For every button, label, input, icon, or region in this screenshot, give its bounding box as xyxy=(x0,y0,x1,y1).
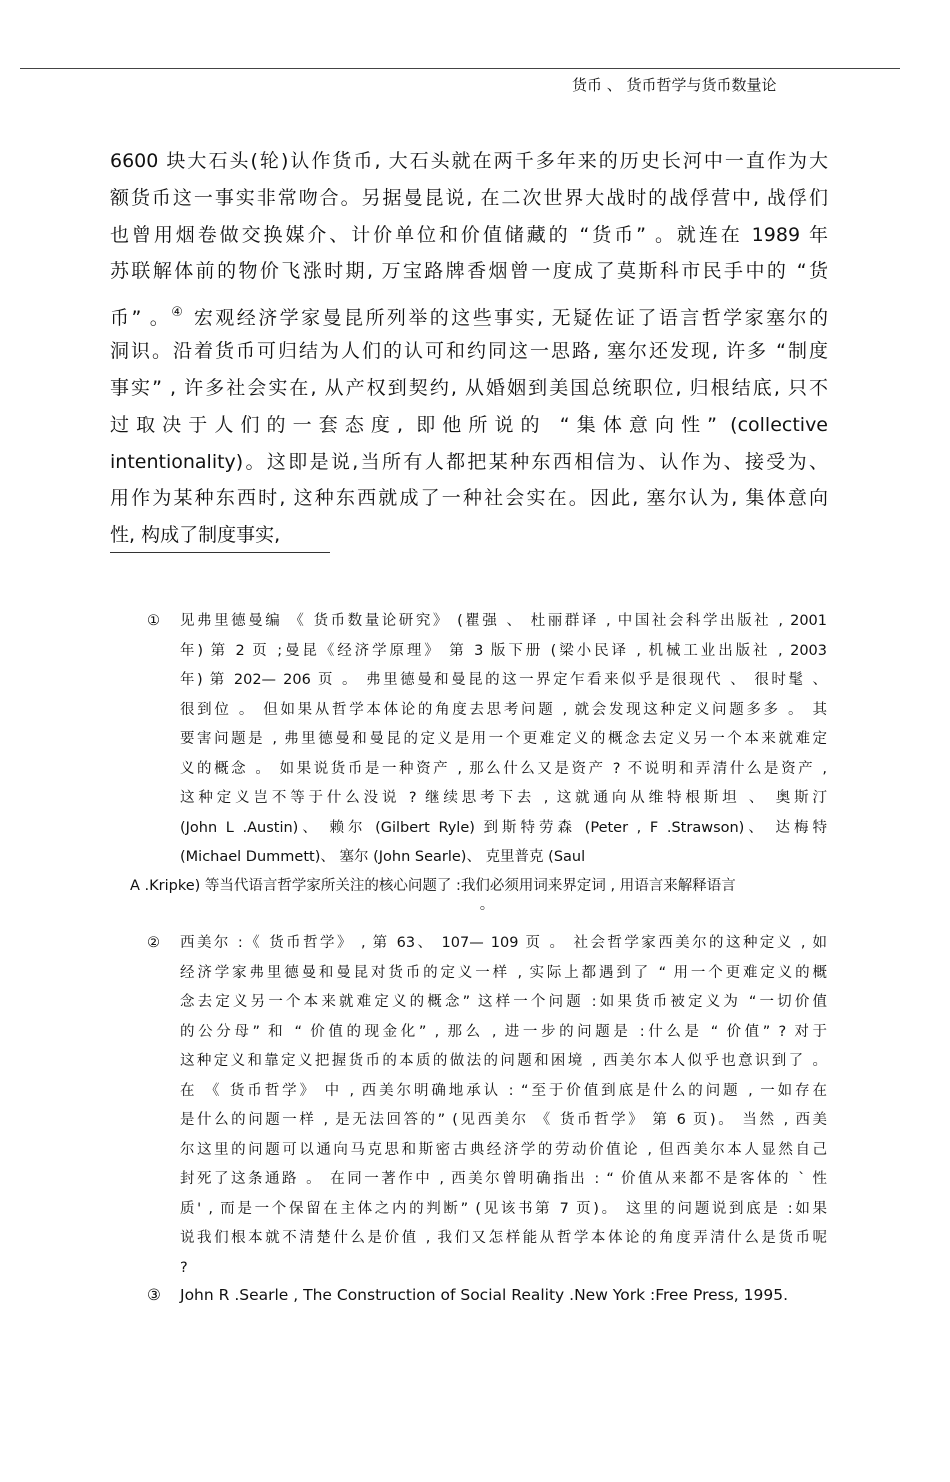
footnote-marker: ③ xyxy=(147,1286,161,1304)
footnote-line: 要害问题是 , 弗里德曼和曼昆的定义是用一个更难定义的概念去定义另一个本来就难定 xyxy=(180,731,827,747)
body-line-text: 宏观经济学家曼昆所列举的这些事实, 无疑佐证了语言哲学家塞尔的 xyxy=(193,307,828,330)
footnote-ref[interactable]: ④ xyxy=(171,305,186,321)
footnote-2 xyxy=(147,929,827,1283)
footnote-line: 经济学家弗里德曼和曼昆对货币的定义一样 , 实际上都遇到了 “ 用一个更难定义的概 xyxy=(180,964,827,981)
body-line: 苏联解体前的物价飞涨时期, 万宝路牌香烟曾一度成了莫斯科市民手中的 “货 xyxy=(110,260,828,283)
footnote-line: 。 xyxy=(479,896,495,913)
body-line: intentionality)。这即是说,当所有人都把某种东西相信为、认作为、接受为、 xyxy=(110,450,828,473)
footnote-line: (Michael Dummett)、 塞尔 (John Searle)、 克里普克 (Saul xyxy=(180,849,586,865)
footnote-line: 很到位 。 但如果从哲学本体论的角度去思考问题 , 就会发现这种定义问题多多 。 其 xyxy=(180,701,827,718)
footnote-line: 是什么的问题一样 , 是无法回答的” (见西美尔 《 货币哲学》 第 6 页)。 当然 , 西美 xyxy=(180,1112,827,1128)
footnote-line: 封死了这条通路 。 在同一著作中 , 西美尔曾明确指出 : “ 价值从来都不是客体的 ` 性 xyxy=(180,1171,827,1187)
footnote-line: 这种定义和靠定义把握货币的本质的做法的问题和困境 , 西美尔本人似乎也意识到了 。 xyxy=(180,1053,827,1069)
body-line: 6600 块大石头(轮)认作货币, 大石头就在两千多年来的历史长河中一直作为大 xyxy=(110,150,828,172)
body-line: 也曾用烟卷做交换媒介、计价单位和价值储藏的 “货币” 。就连在 1989 年 xyxy=(110,223,828,246)
footnote-line: 年) 第 2 页 ;曼昆《经济学原理》 第 3 版下册 (梁小民译 , 机械工业出版社 , 2003 xyxy=(180,642,827,659)
footnote-1 xyxy=(130,607,827,919)
body-text xyxy=(110,143,828,554)
footnote-line: A .Kripke) 等当代语言哲学家所关注的核心问题了 :我们必须用词来界定词 , 用语言来解释语言 xyxy=(130,877,736,894)
footnote-line: 尔这里的问题可以通向马克思和斯密古典经济学的劳动价值论 , 但西美尔本人显然自己 xyxy=(180,1141,827,1158)
body-line: 用作为某种东西时, 这种东西就成了一种社会实在。因此, 塞尔认为, 集体意向 xyxy=(110,487,828,510)
footnote-line: 见弗里德曼编 《 货币数量论研究》 (瞿强 、 杜丽群译 , 中国社会科学出版社 , 2001 xyxy=(180,613,827,629)
footnote-separator xyxy=(110,552,330,553)
footnote-line: 的公分母” 和 “ 价值的现金化” , 那么 , 进一步的问题是 :什么是 “ 价值” ? 对于 xyxy=(180,1023,827,1040)
footnote-line: 西美尔 :《 货币哲学》 , 第 63、 107— 109 页 。 社会哲学家西美尔的这种定义 , 如 xyxy=(180,935,827,951)
footnote-line: 这种定义岂不等于什么没说 ? 继续思考下去 , 这就通向从维特根斯坦 、 奥斯汀 xyxy=(180,790,827,806)
footnote-line: ? xyxy=(180,1259,188,1276)
body-line: 洞识。沿着货币可归结为人们的认可和约同这一思路, 塞尔还发现, 许多 “制度 xyxy=(110,340,828,363)
header-rule xyxy=(20,68,900,69)
running-header: 货币 、 货币哲学与货币数量论 xyxy=(572,76,777,94)
body-line: 性, 构成了制度事实, xyxy=(110,524,281,547)
footnote-line: 年) 第 202— 206 页 。 弗里德曼和曼昆的这一界定乍看来似乎是很现代 、 很时髦 、 xyxy=(180,672,827,688)
footnote-line: John R .Searle , The Construction of Social Reality .New York :Free Press, 1995. xyxy=(180,1286,789,1304)
body-line: 额货币这一事实非常吻合。另据曼昆说, 在二次世界大战时的战俘营中, 战俘们 xyxy=(110,186,828,209)
body-line: 事实” , 许多社会实在, 从产权到契约, 从婚姻到美国总统职位, 归根结底, 只不 xyxy=(110,376,828,399)
footnote-line: 在 《 货币哲学》 中 , 西美尔明确地承认 : “至于价值到底是什么的问题 , 一如存在 xyxy=(180,1082,827,1099)
footnote-line: 义的概念 。 如果说货币是一种资产 , 那么什么又是资产 ? 不说明和弄清什么是资产 , xyxy=(180,760,827,777)
body-line xyxy=(110,290,828,333)
footnote-line: 念去定义另一个本来就难定义的概念” 这样一个问题 :如果货币被定义为 “一切价值 xyxy=(180,994,827,1010)
footnote-line: 质' , 而是一个保留在主体之内的判断” (见该书第 7 页)。 这里的问题说到底是 :如果 xyxy=(180,1200,827,1217)
footnote-marker: ② xyxy=(147,935,160,951)
body-line: 过取决于人们的一套态度, 即他所说的 “集体意向性” (collective xyxy=(110,413,828,436)
footnote-3 xyxy=(147,1281,827,1311)
footnote-marker: ① xyxy=(147,613,160,629)
body-line-prefix: 币” 。 xyxy=(110,307,172,330)
footnote-line: (John L .Austin)、 赖尔 (Gilbert Ryle) 到斯特劳森 (Peter , F .Strawson)、 达梅特 xyxy=(180,819,827,836)
footnote-line: 说我们根本就不清楚什么是价值 , 我们又怎样能从哲学本体论的角度弄清什么是货币呢 xyxy=(180,1230,827,1246)
